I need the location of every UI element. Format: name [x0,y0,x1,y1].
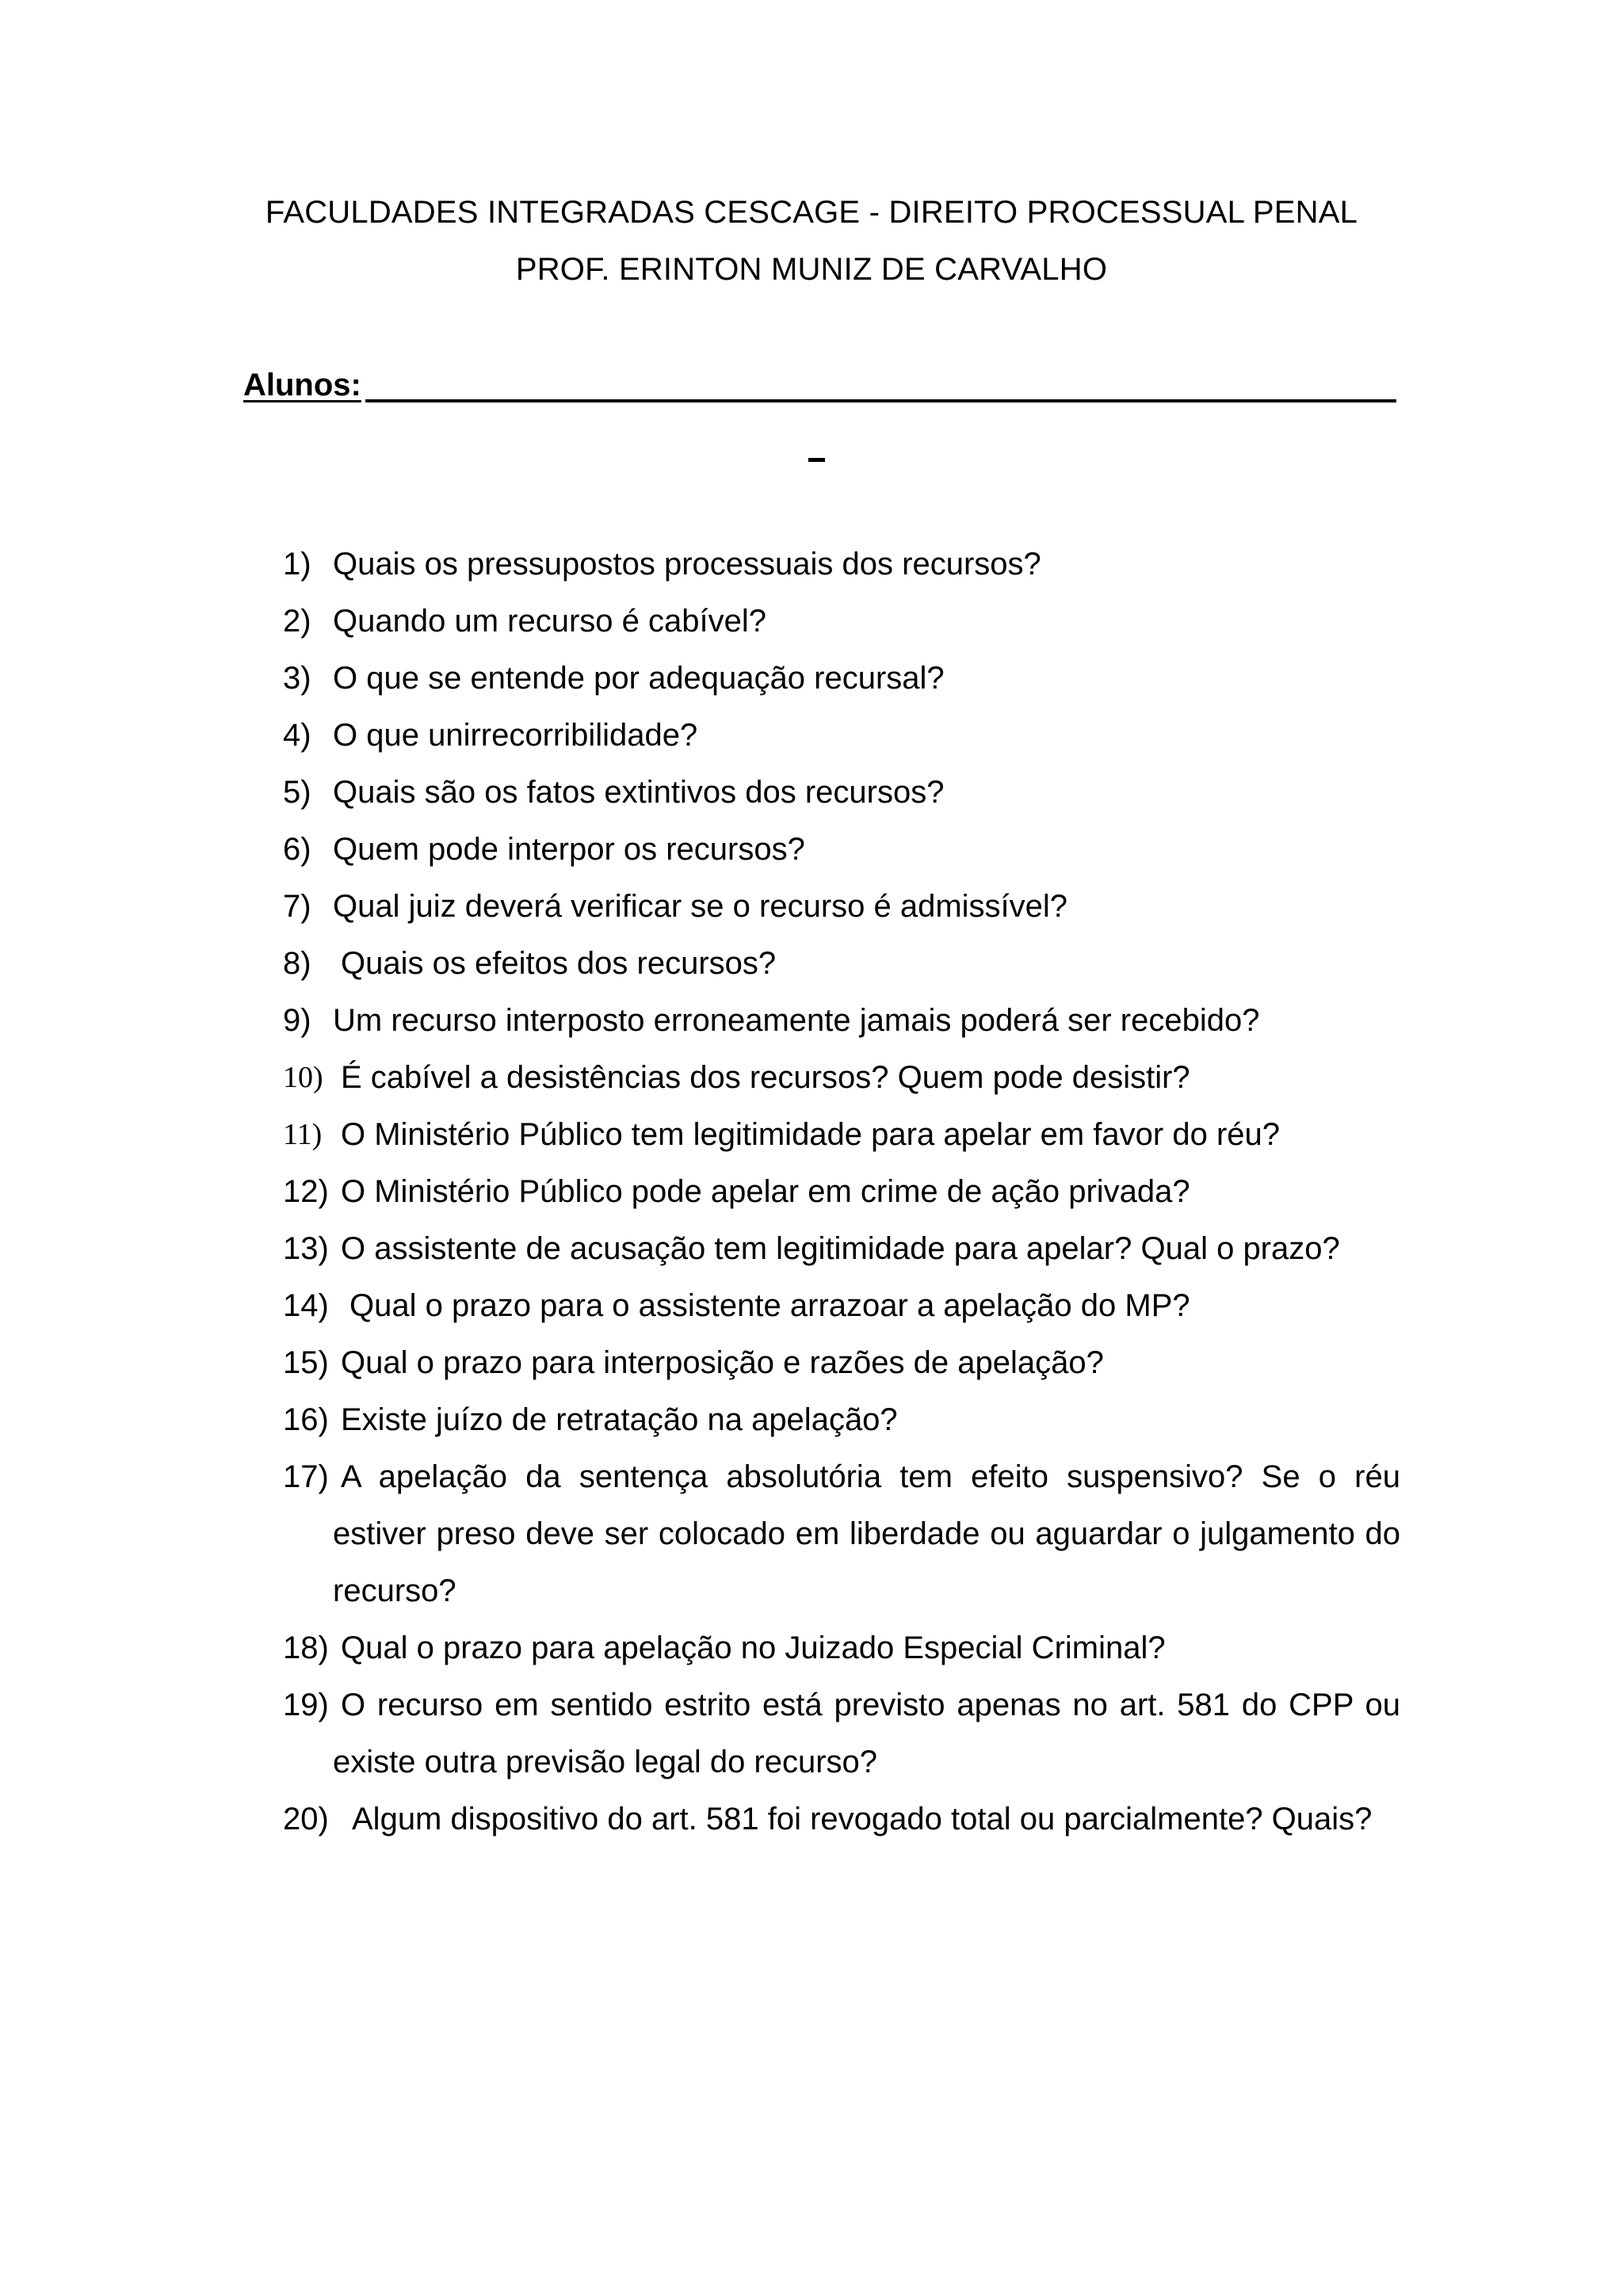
question-item [283,1448,1400,1619]
question-number: 1) [283,547,311,582]
question-number: 6) [283,832,311,867]
students-field [243,366,1396,409]
question-body: Algum dispositivo do art. 581 foi revogado total ou parcialmente? Quais? [352,1802,1373,1836]
question-number: 14) [283,1288,329,1323]
question-text: Qual o prazo para o assistente arrazoar a apelação do MP? [349,1288,1190,1323]
question-list [283,536,1400,1848]
question-item [283,1391,1400,1448]
question-item [283,650,1400,707]
question-number: 18) [283,1630,329,1665]
dash-mark [808,458,825,462]
question-number: 9) [283,1003,311,1038]
question-text [283,1459,1400,1608]
question-number: 5) [283,775,311,810]
question-text: Quando um recurso é cabível? [333,604,766,639]
question-number: 8) [283,946,311,981]
question-number: 12) [283,1174,329,1209]
question-text: O assistente de acusação tem legitimidade para apelar? Qual o prazo? [341,1231,1340,1266]
question-item [283,1220,1400,1277]
question-number: 10) [283,1061,323,1094]
question-number: 4) [283,718,311,753]
question-number: 11) [283,1118,323,1151]
question-item [283,536,1400,593]
question-number: 20) [283,1802,329,1836]
question-text: Quais são os fatos extintivos dos recursos? [333,775,945,810]
students-blank-line [365,399,1396,402]
question-number: 19) [283,1688,329,1722]
question-text: Quais os pressupostos processuais dos recursos? [333,547,1041,582]
question-item [283,1791,1400,1848]
question-item [283,821,1400,878]
question-text: É cabível a desistências dos recursos? Quem pode desistir? [341,1060,1190,1095]
question-number: 13) [283,1231,329,1266]
question-item [283,1676,1400,1791]
question-text: Quem pode interpor os recursos? [333,832,805,867]
question-item [283,1619,1400,1676]
question-text [283,1802,1373,1836]
professor-name: PROF. ERINTON MUNIZ DE CARVALHO [515,252,1108,287]
question-item [283,1334,1400,1391]
institution-title: FACULDADES INTEGRADAS CESCAGE - DIREITO PROCESSUAL PENAL [265,195,1358,230]
question-text: Qual juiz deverá verificar se o recurso é admissível? [333,889,1068,924]
question-item [283,593,1400,650]
question-number: 7) [283,889,311,924]
question-text: Quais os efeitos dos recursos? [341,946,777,981]
question-text: Um recurso interposto erroneamente jamais poderá ser recebido? [333,1003,1260,1038]
question-text [283,1688,1400,1779]
question-item [283,1049,1400,1106]
question-text: Qual o prazo para apelação no Juizado Especial Criminal? [341,1630,1166,1665]
question-text: Existe juízo de retratação na apelação? [341,1402,898,1437]
question-item [283,1106,1400,1163]
question-item [283,707,1400,764]
question-body: A apelação da sentença absolutória tem efeito suspensivo? Se o réu estiver preso deve ser colocado em liberdade ou aguardar o julgamento do recurso? [333,1459,1400,1608]
students-label: Alunos: [243,368,361,402]
question-number: 15) [283,1345,329,1380]
question-text: O Ministério Público tem legitimidade para apelar em favor do réu? [341,1117,1281,1152]
question-body: O recurso em sentido estrito está previsto apenas no art. 581 do CPP ou existe outra previsão legal do recurso? [333,1688,1400,1779]
question-item [283,1277,1400,1334]
question-item [283,764,1400,821]
question-number: 17) [283,1459,329,1494]
question-text: O que unirrecorribilidade? [333,718,698,753]
question-number: 16) [283,1402,329,1437]
question-text: O que se entende por adequação recursal? [333,661,945,696]
question-item [283,935,1400,992]
question-item [283,878,1400,935]
question-text: Qual o prazo para interposição e razões de apelação? [341,1345,1104,1380]
question-text: O Ministério Público pode apelar em crime de ação privada? [341,1174,1190,1209]
question-number: 2) [283,604,311,639]
question-item [283,992,1400,1049]
question-item [283,1163,1400,1220]
question-number: 3) [283,661,311,696]
